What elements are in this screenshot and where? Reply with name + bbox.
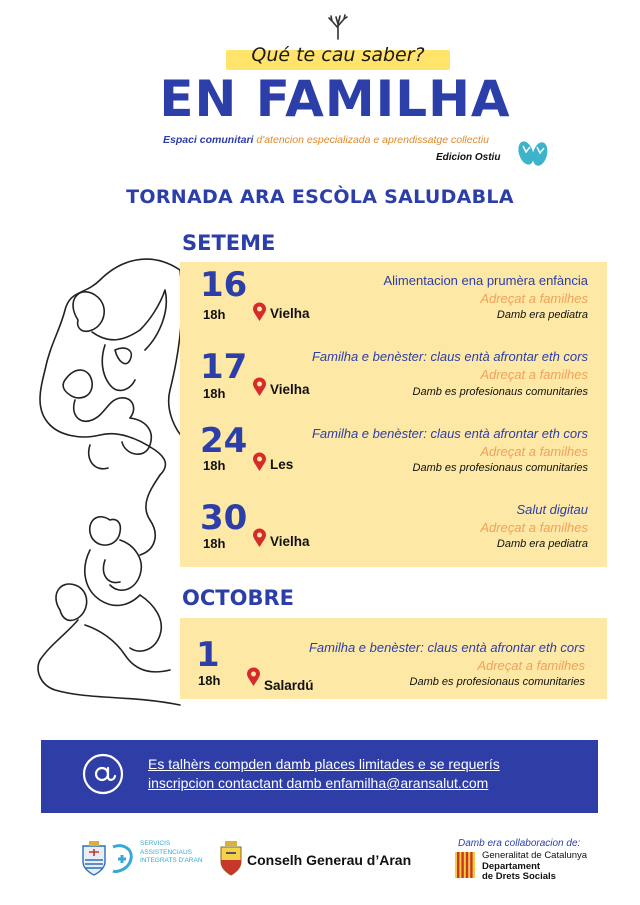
event-place: Salardú bbox=[264, 678, 314, 693]
event-place: Les bbox=[270, 457, 294, 472]
event-day: 30 bbox=[200, 498, 248, 538]
event-host: Damb era pediatra bbox=[496, 538, 588, 550]
location-pin-icon bbox=[252, 302, 267, 322]
event-host: Damb era pediatra bbox=[496, 309, 588, 321]
location-pin-icon bbox=[246, 667, 261, 687]
conselh-name: Conselh Generau d’Aran bbox=[247, 852, 412, 868]
gencat-logo bbox=[454, 851, 476, 879]
event-audience: Adreçat a familhes bbox=[480, 520, 588, 535]
health-cross-logo bbox=[109, 843, 135, 875]
month-heading-seteme: SETEME bbox=[182, 231, 276, 255]
location-pin-icon bbox=[252, 377, 267, 397]
section-title: TORNADA ARA ESCÒLA SALUDABLA bbox=[126, 186, 514, 208]
event-host: Damb es profesionaus comunitaries bbox=[409, 676, 585, 688]
conselh-shield-logo bbox=[219, 840, 243, 876]
subtitle-part-b: d'atencion especializada e aprendissatge collectiu bbox=[256, 134, 489, 146]
event-audience: Adreçat a familhes bbox=[480, 291, 588, 306]
at-sign-icon bbox=[81, 752, 125, 796]
event-place: Vielha bbox=[270, 534, 310, 549]
event-day: 16 bbox=[200, 265, 248, 305]
location-pin-icon bbox=[252, 452, 267, 472]
family-line-art bbox=[30, 250, 190, 710]
event-title: Alimentacion ena prumèra enfància bbox=[383, 273, 588, 288]
event-hour: 18h bbox=[203, 307, 226, 322]
event-host: Damb es profesionaus comunitaries bbox=[412, 462, 588, 474]
services-logo-text: SERVICIS ASSISTENCIAUS INTEGRATS D'ARAN bbox=[140, 840, 203, 864]
aran-shield-logo bbox=[80, 840, 108, 876]
event-title: Familha e benèster: claus entà afrontar eth cors bbox=[311, 426, 588, 441]
month-heading-octobre: OCTOBRE bbox=[182, 586, 294, 610]
flip-flops-icon bbox=[515, 138, 551, 168]
main-title: EN FAMILHA bbox=[159, 70, 511, 128]
contact-text-line1: Es talhèrs compden damb places limitades e se requerís bbox=[148, 756, 500, 772]
subtitle bbox=[163, 134, 523, 146]
event-audience: Adreçat a familhes bbox=[477, 658, 585, 673]
event-host: Damb es profesionaus comunitaries bbox=[412, 386, 588, 398]
event-place: Vielha bbox=[270, 382, 310, 397]
gencat-department-text bbox=[482, 851, 587, 883]
tagline: Qué te cau saber? bbox=[251, 44, 425, 66]
event-day: 17 bbox=[200, 347, 248, 387]
event-hour: 18h bbox=[203, 386, 226, 401]
event-title: Familha e benèster: claus entà afrontar eth cors bbox=[308, 640, 585, 655]
gencat-line1: Generalitat de Catalunya bbox=[482, 850, 588, 861]
event-place: Vielha bbox=[270, 306, 310, 321]
edition-label: Edicion Ostiu bbox=[436, 152, 501, 163]
contact-email-link[interactable]: inscripcion contactant damb enfamilha@aransalut.com bbox=[148, 775, 489, 791]
gencat-line3: de Drets Socials bbox=[482, 871, 556, 882]
event-title: Salut digitau bbox=[516, 502, 588, 517]
event-hour: 18h bbox=[198, 673, 221, 688]
event-audience: Adreçat a familhes bbox=[480, 444, 588, 459]
subtitle-part-a: Espaci comunitari bbox=[163, 134, 254, 146]
event-audience: Adreçat a familhes bbox=[480, 367, 588, 382]
tree-icon bbox=[327, 14, 349, 40]
gencat-line2: Departament bbox=[482, 860, 541, 872]
event-hour: 18h bbox=[203, 536, 226, 551]
collaboration-label: Damb era collaboracion de: bbox=[458, 838, 581, 849]
location-pin-icon bbox=[252, 528, 267, 548]
event-day: 24 bbox=[200, 421, 248, 461]
event-day: 1 bbox=[196, 635, 220, 675]
event-hour: 18h bbox=[203, 458, 226, 473]
event-title: Familha e benèster: claus entà afrontar eth cors bbox=[311, 349, 588, 364]
